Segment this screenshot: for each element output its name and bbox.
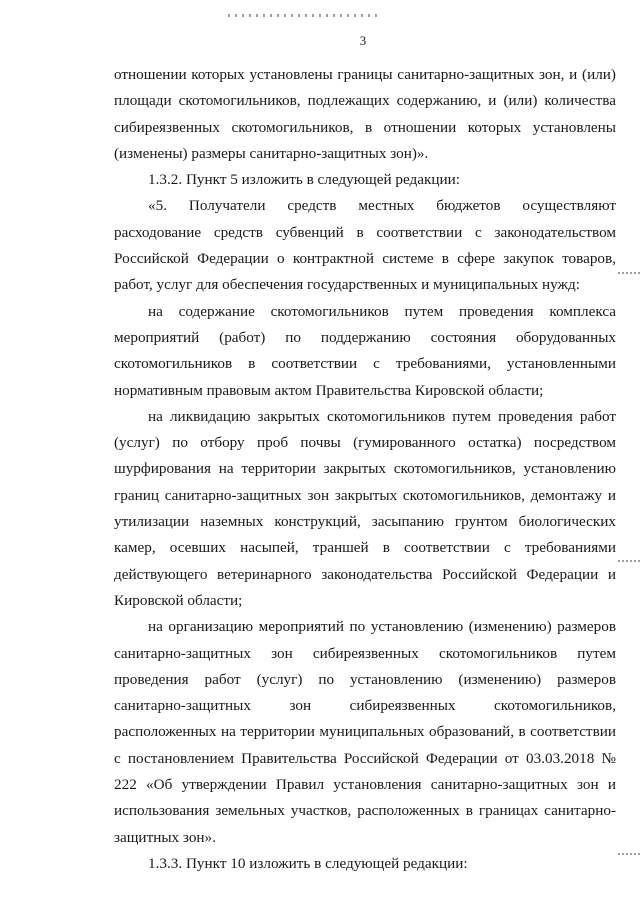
document-body xyxy=(114,62,616,877)
paragraph-clause-1-3-3: 1.3.3. Пункт 10 изложить в следующей редакции: xyxy=(148,854,468,872)
paragraph-maintenance: на содержание скотомогильников путем проведения комплекса мероприятий (работ) по поддержанию состояния оборудованных скотомогильников в соответствии с требованиями, установленными нормативным правовым актом Правительства Кировской области; xyxy=(114,302,616,399)
paragraph-item-5: «5. Получатели средств местных бюджетов осуществляют расходование средств субвенций в соответствии с законодательством Российской Федерации о контрактной системе в сфере закупок товаров, работ, услуг для обеспечения государственных и муниципальных нужд: xyxy=(114,197,616,294)
scan-edge-mark xyxy=(618,272,640,274)
scan-edge-mark xyxy=(618,853,640,855)
page-number: 3 xyxy=(359,33,367,48)
paragraph-sanitary-zones: на организацию мероприятий по установлению (изменению) размеров санитарно-защитных зон сибиреязвенных скотомогильников путем проведения работ (услуг) по установлению (изменению) размеров санитарно-защитных зон сибиреязвенных скотомогильников, расположенных на территории муниципальных образований, в соответствии с постановлением Правительства Российской Федерации от 03.03.2018 № 222 «Об утверждении Правил установления санитарно-защитных зон и использования земельных участков, расположенных в границах санитарно-защитных зон». xyxy=(114,618,616,846)
paragraph-continuation: отношении которых установлены границы санитарно-защитных зон, и (или) площади скотомогильников, подлежащих содержанию, и (или) количества сибиреязвенных скотомогильников, в отношении которых установлены (изменены) размеры санитарно-защитных зон)». xyxy=(114,66,616,162)
paragraph-clause-1-3-2: 1.3.2. Пункт 5 изложить в следующей редакции: xyxy=(148,171,461,189)
scan-edge-mark xyxy=(618,560,640,562)
scan-artifact xyxy=(228,14,378,17)
paragraph-liquidation: на ликвидацию закрытых скотомогильников путем проведения работ (услуг) по отбору проб почвы (гумированного остатка) посредством шурфирования на территории закрытых скотомогильников, установлению границ санитарно-защитных зон закрытых скотомогильников, демонтажу и утилизации наземных конструкций, засыпанию грунтом биологических камер, осевших насыпей, траншей в соответствии с требованиями действующего ветеринарного законодательства Российской Федерации и Кировской области; xyxy=(114,407,616,609)
